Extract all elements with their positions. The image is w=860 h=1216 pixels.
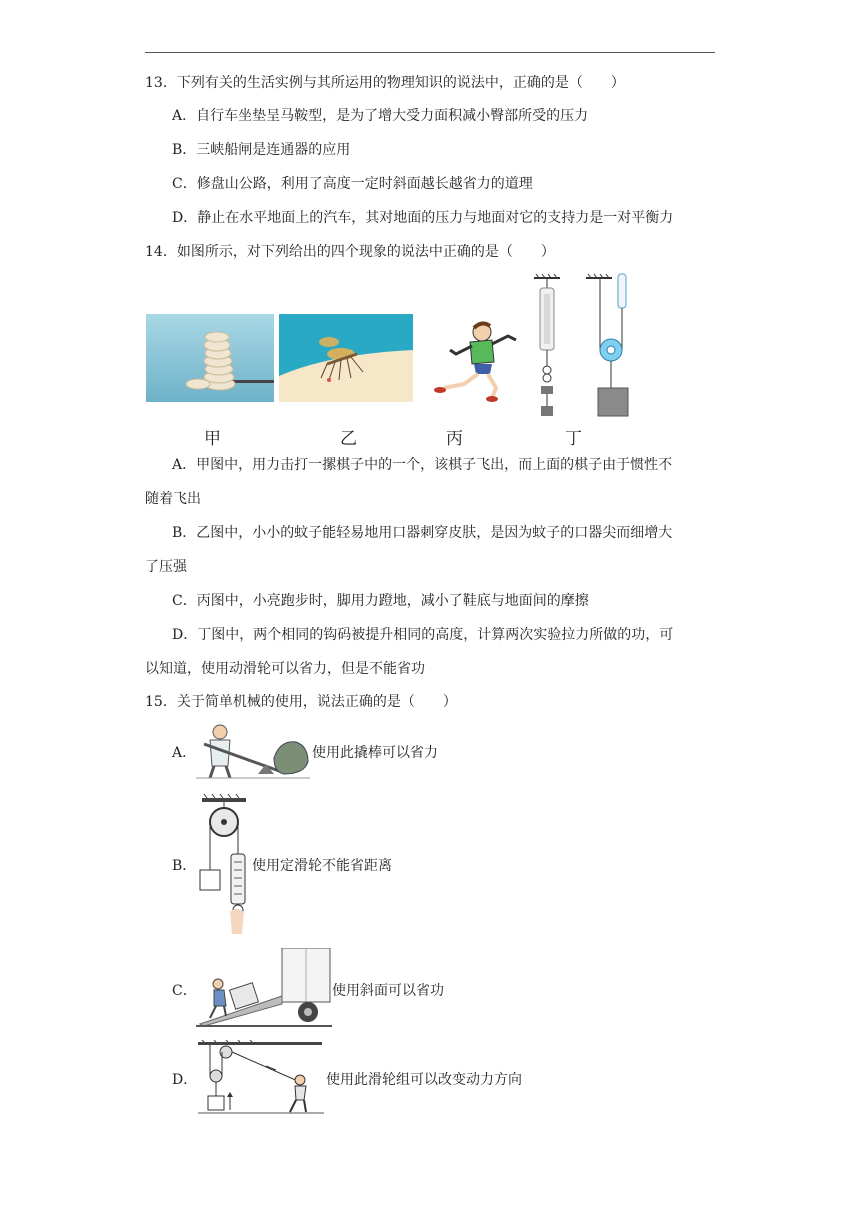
crowbar-figure <box>196 722 310 780</box>
caption-jia: 甲 <box>204 429 221 449</box>
q15-stem: 15．关于简单机械的使用，说法正确的是（ ） <box>145 694 457 710</box>
q15-option-b-label[interactable]: B． <box>172 858 197 874</box>
q15-option-b-text[interactable]: 使用定滑轮不能省距离 <box>252 858 392 874</box>
q14-option-d-line1[interactable]: D．丁图中，两个相同的钩码被提升相同的高度，计算两次实验拉力所做的功，可 <box>172 627 674 643</box>
q14-option-c[interactable]: C．丙图中，小亮跑步时，脚用力蹬地，减小了鞋底与地面间的摩擦 <box>172 593 589 609</box>
caption-ding: 丁 <box>565 429 582 449</box>
q14-option-b-line2[interactable]: 了压强 <box>145 559 187 575</box>
q15-option-d-text[interactable]: 使用此滑轮组可以改变动力方向 <box>326 1072 522 1088</box>
q15-option-a-text[interactable]: 使用此撬棒可以省力 <box>312 745 438 761</box>
inclined-plane-figure <box>196 948 332 1028</box>
caption-bing: 丙 <box>446 429 463 449</box>
q15-option-a-label[interactable]: A． <box>172 745 197 761</box>
header-rule <box>145 52 715 53</box>
q15-option-c-text[interactable]: 使用斜面可以省功 <box>332 983 444 999</box>
q13-option-b[interactable]: B．三峡船闸是连通器的应用 <box>172 142 351 158</box>
pulley-block-figure <box>196 1040 326 1114</box>
q14-option-a-line2[interactable]: 随着飞出 <box>145 491 201 507</box>
caption-yi: 乙 <box>340 429 357 449</box>
q15-option-c-label[interactable]: C． <box>172 983 197 999</box>
mosquito-figure <box>279 314 413 402</box>
q13-stem: 13．下列有关的生活实例与其所运用的物理知识的说法中，正确的是（ ） <box>145 75 625 91</box>
running-boy-figure <box>430 318 522 402</box>
q14-option-d-line2[interactable]: 以知道，使用动滑轮可以省力，但是不能省功 <box>145 661 425 677</box>
q14-stem: 14．如图所示，对下列给出的四个现象的说法中正确的是（ ） <box>145 244 555 260</box>
fixed-pulley-figure <box>196 794 252 936</box>
checkers-stack-figure <box>146 314 274 402</box>
q14-option-a-line1[interactable]: A．甲图中，用力击打一摞棋子中的一个，该棋子飞出，而上面的棋子由于惯性不 <box>172 457 673 473</box>
q15-option-d-label[interactable]: D． <box>172 1072 198 1088</box>
q13-option-a[interactable]: A．自行车坐垫呈马鞍型，是为了增大受力面积减小臀部所受的压力 <box>172 108 589 124</box>
spring-scale-pulley-figure <box>528 270 638 420</box>
q13-option-c[interactable]: C．修盘山公路，利用了高度一定时斜面越长越省力的道理 <box>172 176 533 192</box>
q14-option-b-line1[interactable]: B．乙图中，小小的蚊子能轻易地用口器刺穿皮肤，是因为蚊子的口器尖而细增大 <box>172 525 673 541</box>
q13-option-d[interactable]: D．静止在水平地面上的汽车，其对地面的压力与地面对它的支持力是一对平衡力 <box>172 210 674 226</box>
